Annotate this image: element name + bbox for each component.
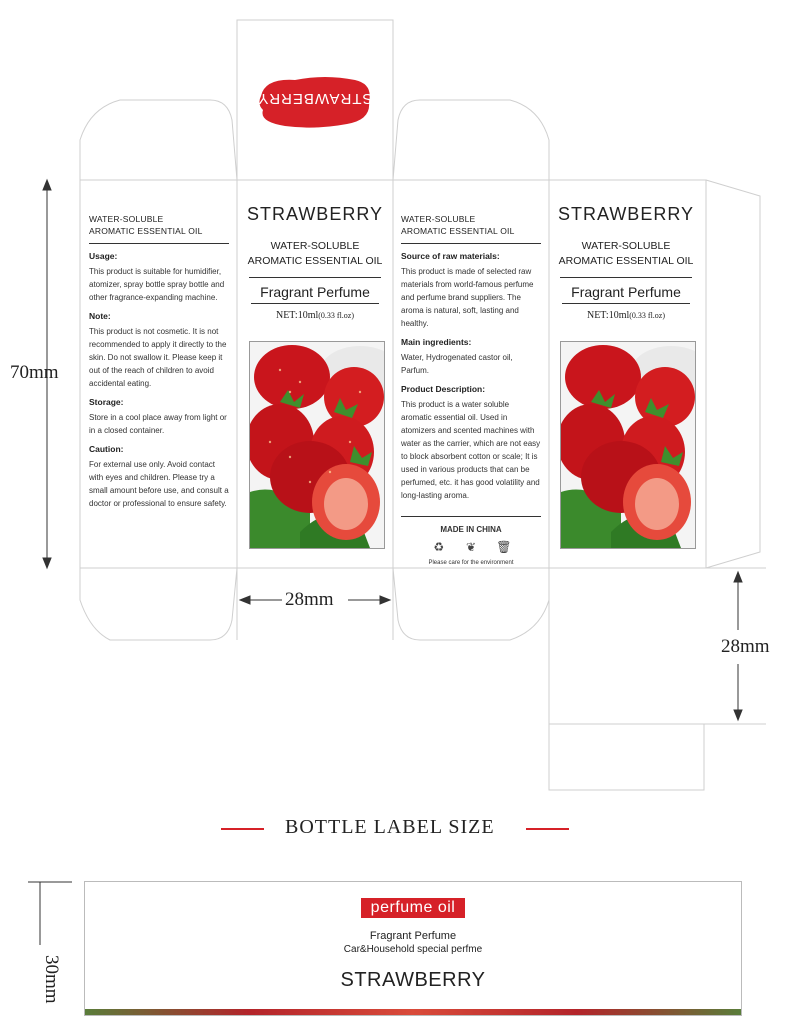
top-badge — [255, 72, 375, 132]
front-panel-1 — [245, 204, 385, 321]
bottle-label — [84, 881, 742, 1016]
front-product-type: Fragrant Perfume — [260, 284, 370, 300]
top-badge-text: STRAWBERRY — [257, 90, 373, 107]
front-net — [556, 310, 696, 321]
label-height-dimension: 30mm — [41, 955, 62, 1004]
front-panel-2 — [556, 204, 696, 321]
eco-icon: ❦ — [465, 540, 477, 554]
front-subtitle-line2: AROMATIC ESSENTIAL OIL — [247, 255, 383, 267]
divider — [401, 243, 541, 244]
label-image-strip — [85, 1009, 741, 1015]
usage-title-line2: AROMATIC ESSENTIAL OIL — [89, 226, 203, 236]
front-product-type: Fragrant Perfume — [571, 284, 681, 300]
height-dimension: 70mm — [10, 362, 59, 383]
usage-title-line1: WATER-SOLUBLE — [89, 214, 164, 224]
made-in-china: MADE IN CHINA — [440, 525, 502, 534]
trash-icon: 🗑 — [496, 540, 512, 554]
divider — [249, 277, 381, 278]
net-oz: (0.33 fl.oz) — [318, 311, 355, 320]
caution-heading: Caution: — [89, 444, 124, 454]
label-tag: perfume oil — [361, 898, 466, 918]
net-main: NET:10ml — [275, 310, 319, 321]
depth-dimension: 28mm — [721, 636, 770, 657]
info-panel — [401, 213, 541, 570]
front-brand: STRAWBERRY — [246, 204, 384, 224]
info-title-line1: WATER-SOLUBLE — [401, 214, 476, 224]
net-oz: (0.33 fl.oz) — [629, 311, 666, 320]
net-main: NET:10ml — [586, 310, 630, 321]
divider — [560, 277, 692, 278]
storage-text: Store in a cool place away from light or in a closed container. — [89, 413, 227, 435]
divider — [562, 303, 690, 304]
source-text: This product is made of selected raw materials from world-famous perfume and perfume brand suppliers. The aroma is natural, soft, lasting and healthy. — [401, 267, 534, 328]
front-subtitle-line2: AROMATIC ESSENTIAL OIL — [558, 255, 694, 267]
width-dimension: 28mm — [285, 589, 334, 610]
caution-text: For external use only. Avoid contact with eyes and children. Please try a small amount before use, and consult a doctor or professional to ensure safety. — [89, 460, 229, 508]
source-heading: Source of raw materials: — [401, 251, 500, 261]
strawberry-image-2 — [560, 341, 696, 549]
strawberry-photo — [561, 342, 695, 548]
section-title: BOTTLE LABEL SIZE — [285, 816, 495, 838]
info-title-line2: AROMATIC ESSENTIAL OIL — [401, 226, 515, 236]
storage-heading: Storage: — [89, 397, 124, 407]
ingredients-text: Water, Hydrogenated castor oil, Parfum. — [401, 353, 513, 375]
usage-panel — [89, 213, 229, 516]
front-subtitle-line1: WATER-SOLUBLE — [270, 240, 360, 252]
description-text: This product is a water soluble aromatic essential oil. Used in atomizers and scented machines with water as the carrier, which are not easy to block absorbent cotton or scale; It is used in various products that can be perfumed, etc. it has good volatility and long-lasting aroma. — [401, 400, 541, 500]
divider — [401, 516, 541, 517]
note-text: This product is not cosmetic. It is not recommended to apply it directly to the skin. Do not swallow it. Please keep it out of the reach of children to avoid accidental eating. — [89, 327, 227, 388]
eco-note: Please care for the environment — [428, 560, 514, 566]
front-net — [245, 310, 385, 321]
strawberry-image-1 — [249, 341, 385, 549]
divider — [89, 243, 229, 244]
label-line1: Fragrant Perfume — [369, 930, 457, 942]
ingredients-heading: Main ingredients: — [401, 337, 472, 347]
usage-heading: Usage: — [89, 251, 118, 261]
description-heading: Product Description: — [401, 384, 486, 394]
divider — [251, 303, 379, 304]
recycle-icon: ♻ — [433, 540, 445, 554]
usage-text: This product is suitable for humidifier, atomizer, spray bottle spray bottle and other fragrance-expanding machine. — [89, 267, 225, 302]
eco-icons — [401, 540, 541, 555]
front-brand: STRAWBERRY — [557, 204, 695, 224]
label-brand: STRAWBERRY — [340, 969, 486, 991]
front-subtitle-line1: WATER-SOLUBLE — [581, 240, 671, 252]
strawberry-photo — [250, 342, 384, 548]
label-line2: Car&Household special perfme — [343, 944, 483, 955]
note-heading: Note: — [89, 311, 111, 321]
